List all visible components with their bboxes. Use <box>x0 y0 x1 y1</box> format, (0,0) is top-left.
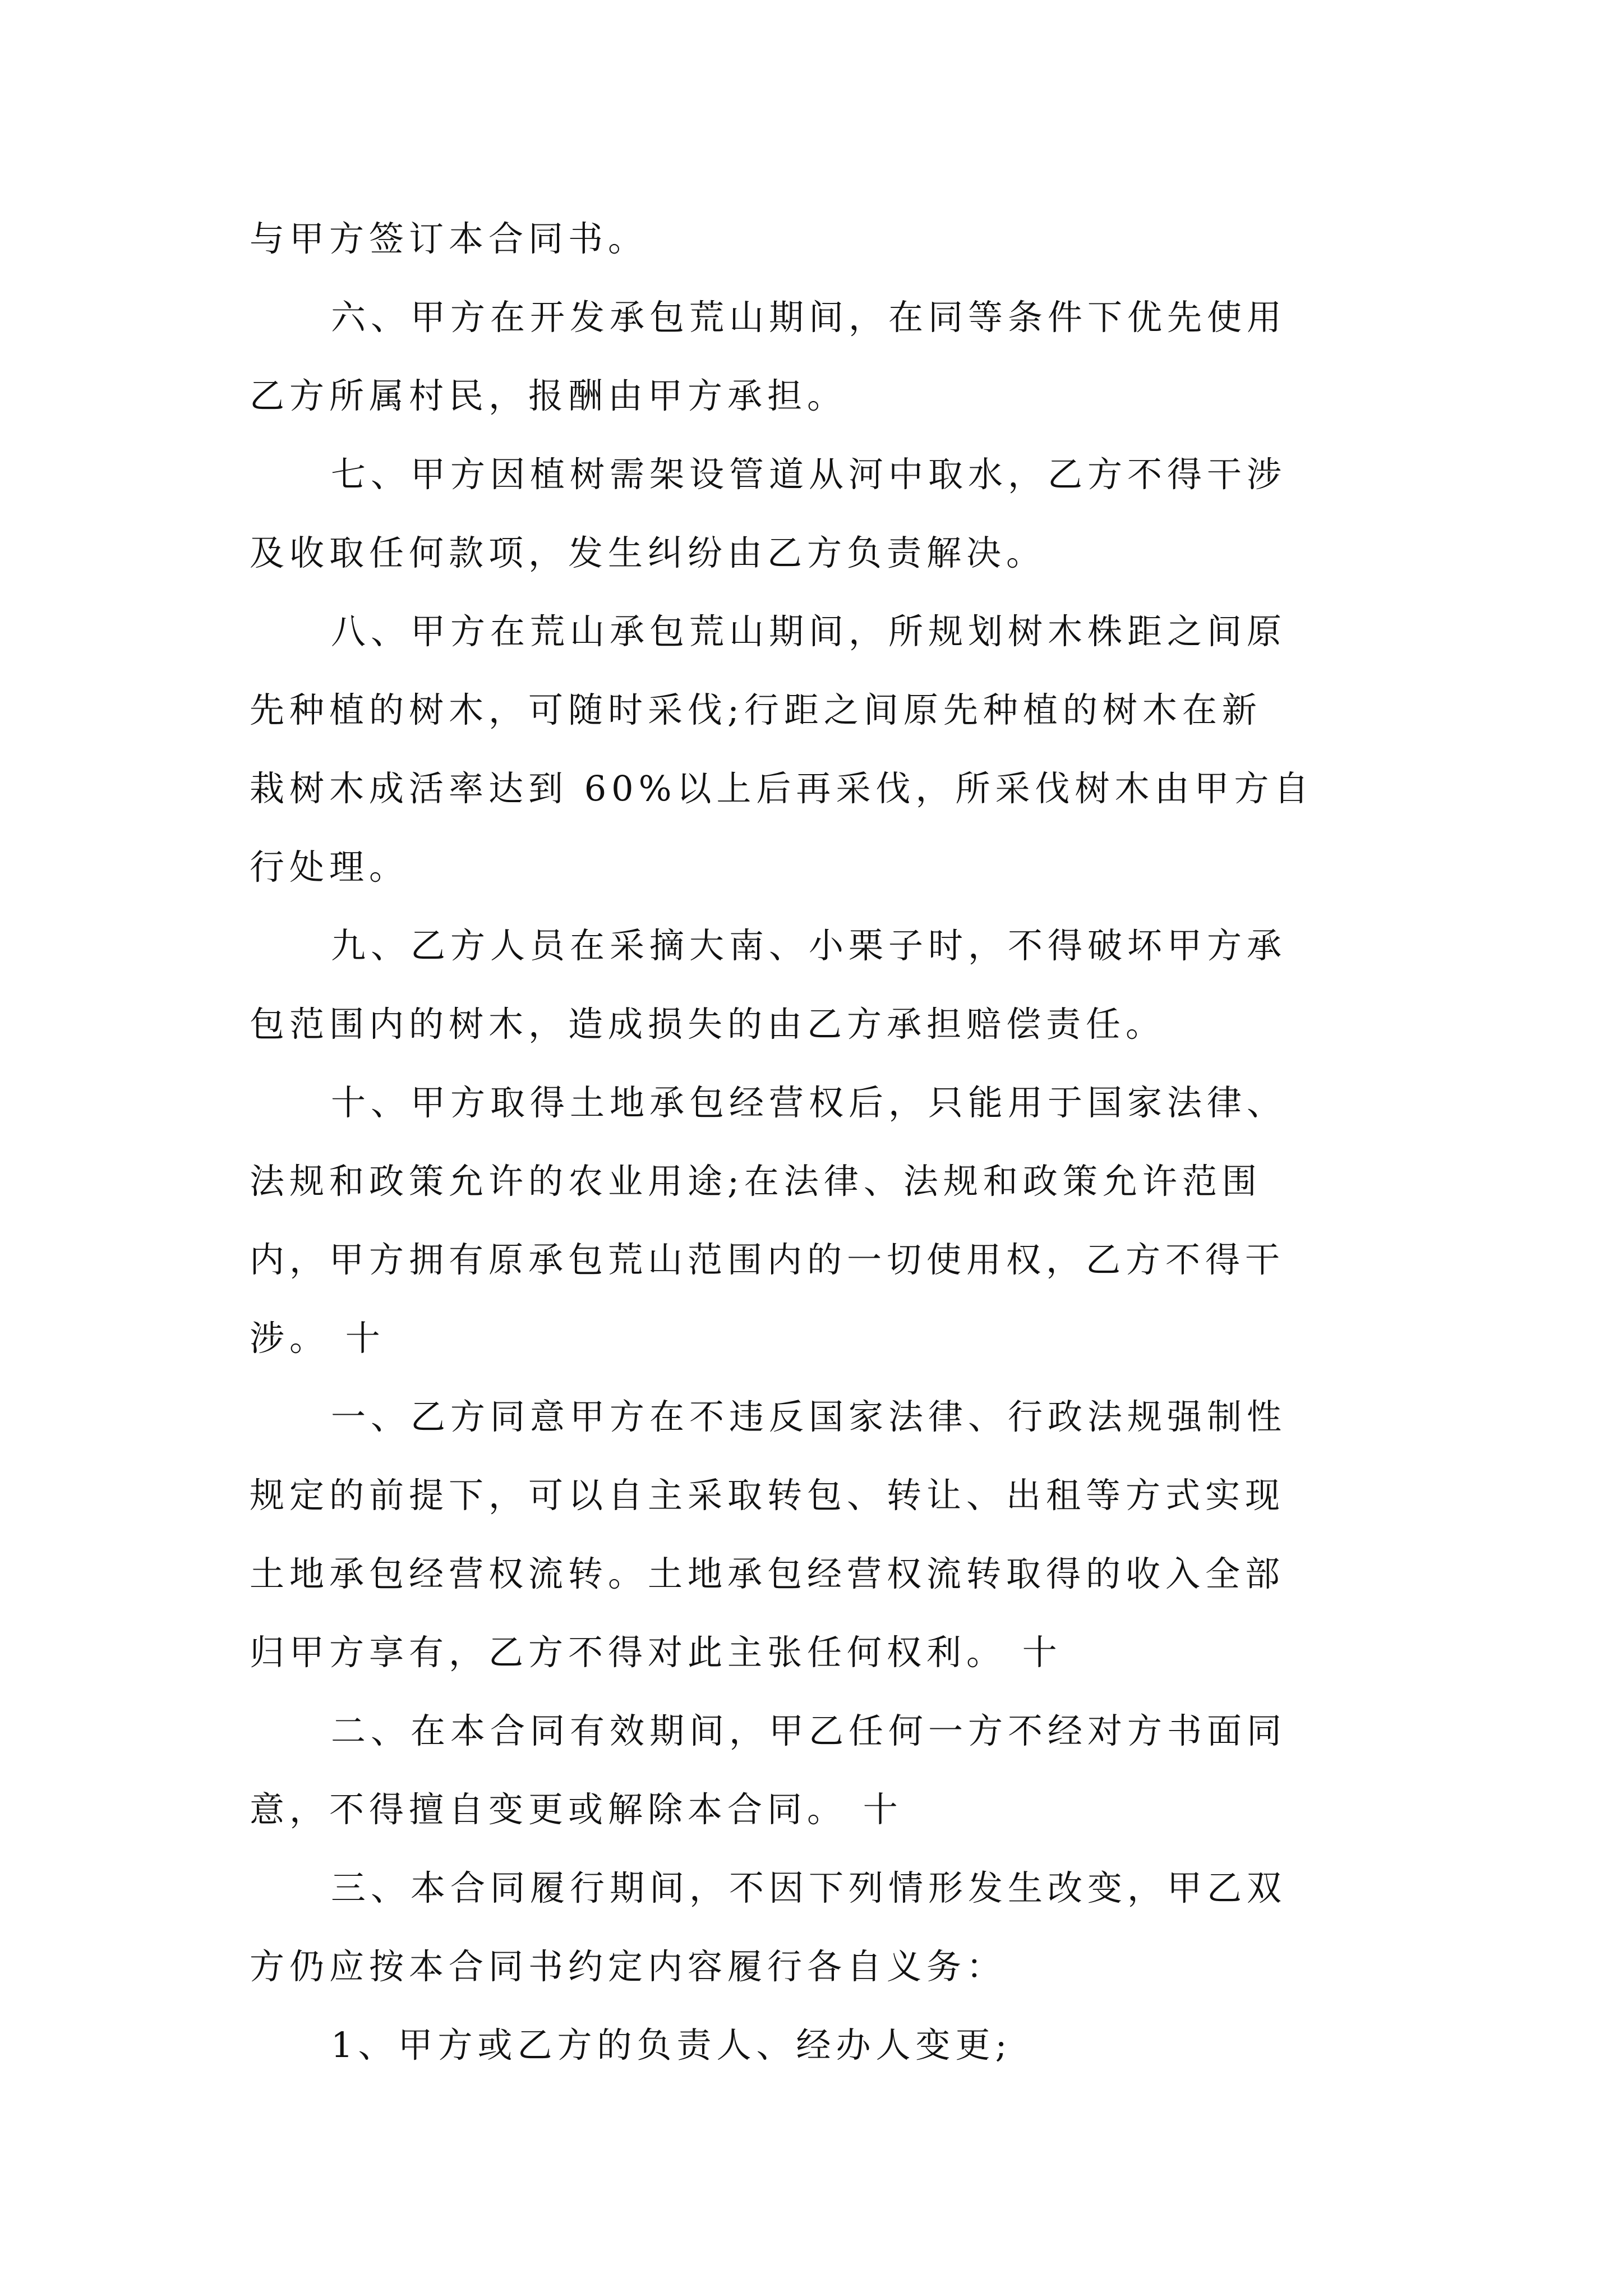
text-line: 十、甲方取得土地承包经营权后，只能用于国家法律、 <box>331 1082 1287 1123</box>
text-line: 行处理。 <box>250 846 409 887</box>
text-line: 栽树木成活率达到 60%以上后再采伐，所采伐树木由甲方自 <box>250 768 1314 809</box>
text-line: 方仍应按本合同书约定内容履行各自义务： <box>250 1946 1007 1987</box>
text-line: 及收取任何款项，发生纠纷由乙方负责解决。 <box>250 532 1046 573</box>
text-line: 法规和政策允许的农业用途;在法律、法规和政策允许范围 <box>250 1161 1262 1202</box>
text-line: 1、甲方或乙方的负责人、经办人变更; <box>331 2024 1012 2065</box>
text-line: 八、甲方在荒山承包荒山期间，所规划树木株距之间原 <box>331 611 1287 652</box>
text-line: 包范围内的树木，造成损失的由乙方承担赔偿责任。 <box>250 1004 1166 1045</box>
text-line: 七、甲方因植树需架设管道从河中取水，乙方不得干涉 <box>331 454 1287 495</box>
text-line: 九、乙方人员在采摘大南、小栗子时，不得破坏甲方承 <box>331 925 1287 966</box>
text-line: 规定的前提下，可以自主采取转包、转让、出租等方式实现 <box>250 1475 1285 1516</box>
text-line: 涉。 十 <box>250 1318 385 1359</box>
text-line: 二、在本合同有效期间，甲乙任何一方不经对方书面同 <box>331 1710 1287 1751</box>
text-line: 意，不得擅自变更或解除本合同。 十 <box>250 1789 903 1830</box>
text-line: 土地承包经营权流转。土地承包经营权流转取得的收入全部 <box>250 1553 1285 1594</box>
text-line: 先种植的树木，可随时采伐;行距之间原先种植的树木在新 <box>250 689 1262 730</box>
text-line: 归甲方享有，乙方不得对此主张任何权利。 十 <box>250 1632 1062 1673</box>
text-line: 内，甲方拥有原承包荒山范围内的一切使用权，乙方不得干 <box>250 1239 1285 1280</box>
text-line: 三、本合同履行期间，不因下列情形发生改变，甲乙双 <box>331 1867 1287 1908</box>
text-line: 六、甲方在开发承包荒山期间，在同等条件下优先使用 <box>331 297 1287 338</box>
text-line: 与甲方签订本合同书。 <box>250 218 648 259</box>
text-line: 乙方所属村民，报酬由甲方承担。 <box>250 375 847 416</box>
text-line: 一、乙方同意甲方在不违反国家法律、行政法规强制性 <box>331 1396 1287 1437</box>
